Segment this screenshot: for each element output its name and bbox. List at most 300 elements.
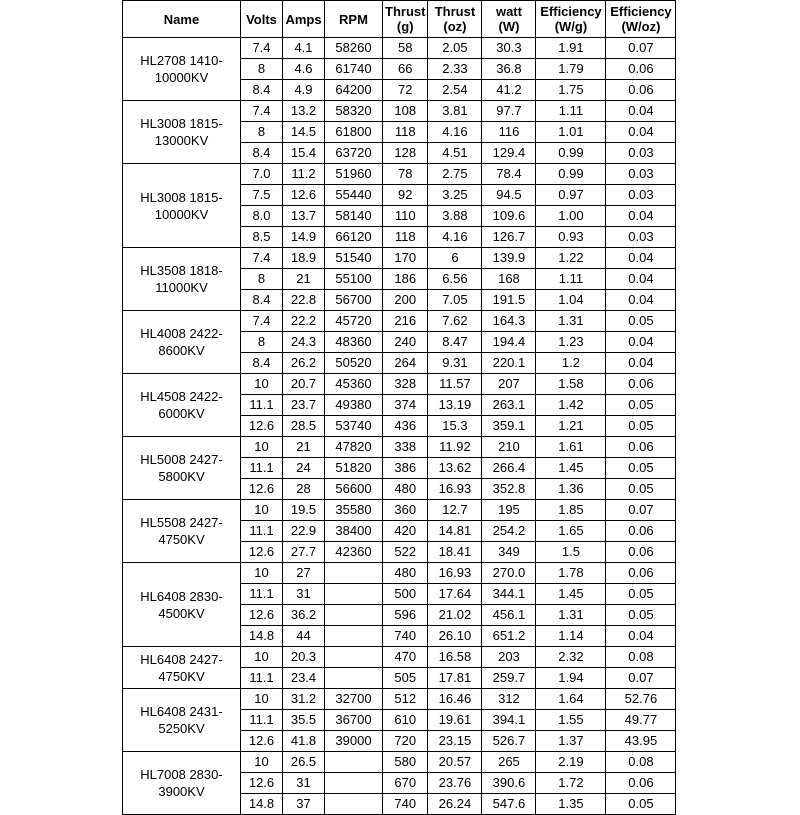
volts-cell: 12.6 [241,731,283,752]
volts-cell: 12.6 [241,773,283,794]
volts-cell: 10 [241,647,283,668]
volts-cell: 14.8 [241,626,283,647]
thrust-oz-cell: 3.88 [428,206,482,227]
efficiency-w-oz-cell: 0.04 [606,290,676,311]
volts-cell: 7.5 [241,185,283,206]
efficiency-w-g-cell: 1.85 [536,500,606,521]
watt-cell: 139.9 [482,248,536,269]
volts-cell: 10 [241,752,283,773]
rpm-cell [325,752,383,773]
rpm-cell: 58140 [325,206,383,227]
amps-cell: 36.2 [283,605,325,626]
thrust-g-cell: 58 [383,38,428,59]
thrust-g-cell: 240 [383,332,428,353]
efficiency-w-oz-cell: 0.05 [606,794,676,815]
thrust-g-cell: 522 [383,542,428,563]
efficiency-w-g-cell: 1.58 [536,374,606,395]
amps-cell: 37 [283,794,325,815]
efficiency-w-oz-cell: 0.04 [606,353,676,374]
efficiency-w-oz-cell: 0.04 [606,626,676,647]
volts-cell: 11.1 [241,710,283,731]
thrust-oz-cell: 4.16 [428,227,482,248]
efficiency-w-g-cell: 1.37 [536,731,606,752]
watt-cell: 312 [482,689,536,710]
efficiency-w-oz-cell: 0.03 [606,227,676,248]
efficiency-w-oz-cell: 0.07 [606,500,676,521]
efficiency-w-oz-cell: 0.06 [606,773,676,794]
efficiency-w-oz-cell: 0.03 [606,164,676,185]
header-watt: watt (W) [482,1,536,38]
header-efficiency-w-g: Efficiency (W/g) [536,1,606,38]
efficiency-w-oz-cell: 0.06 [606,374,676,395]
table-row [123,38,676,59]
thrust-g-cell: 740 [383,626,428,647]
efficiency-w-oz-cell: 0.04 [606,122,676,143]
efficiency-w-g-cell: 1.22 [536,248,606,269]
volts-cell: 8 [241,269,283,290]
efficiency-w-g-cell: 0.99 [536,164,606,185]
motor-name-cell: HL4508 2422-6000KV [123,374,241,437]
rpm-cell: 39000 [325,731,383,752]
amps-cell: 21 [283,269,325,290]
rpm-cell [325,605,383,626]
rpm-cell: 53740 [325,416,383,437]
amps-cell: 13.2 [283,101,325,122]
thrust-g-cell: 505 [383,668,428,689]
rpm-cell [325,626,383,647]
rpm-cell: 56600 [325,479,383,500]
rpm-cell: 56700 [325,290,383,311]
thrust-oz-cell: 3.81 [428,101,482,122]
volts-cell: 11.1 [241,584,283,605]
volts-cell: 11.1 [241,521,283,542]
efficiency-w-g-cell: 1.2 [536,353,606,374]
watt-cell: 394.1 [482,710,536,731]
thrust-g-cell: 670 [383,773,428,794]
efficiency-w-oz-cell: 0.08 [606,647,676,668]
motor-name-cell: HL4008 2422-8600KV [123,311,241,374]
watt-cell: 116 [482,122,536,143]
thrust-oz-cell: 6 [428,248,482,269]
thrust-oz-cell: 20.57 [428,752,482,773]
efficiency-w-oz-cell: 0.03 [606,143,676,164]
motor-spec-table [122,0,676,815]
efficiency-w-g-cell: 1.14 [536,626,606,647]
thrust-oz-cell: 9.31 [428,353,482,374]
rpm-cell: 55440 [325,185,383,206]
amps-cell: 4.9 [283,80,325,101]
thrust-g-cell: 72 [383,80,428,101]
amps-cell: 31.2 [283,689,325,710]
watt-cell: 207 [482,374,536,395]
volts-cell: 7.4 [241,38,283,59]
volts-cell: 12.6 [241,605,283,626]
header-row [123,1,676,38]
volts-cell: 10 [241,689,283,710]
amps-cell: 41.8 [283,731,325,752]
efficiency-w-g-cell: 0.97 [536,185,606,206]
efficiency-w-g-cell: 1.55 [536,710,606,731]
volts-cell: 8.4 [241,353,283,374]
thrust-oz-cell: 7.62 [428,311,482,332]
thrust-g-cell: 512 [383,689,428,710]
rpm-cell [325,794,383,815]
thrust-g-cell: 740 [383,794,428,815]
thrust-oz-cell: 26.10 [428,626,482,647]
watt-cell: 344.1 [482,584,536,605]
rpm-cell [325,647,383,668]
rpm-cell: 61800 [325,122,383,143]
efficiency-w-oz-cell: 0.06 [606,521,676,542]
efficiency-w-oz-cell: 0.05 [606,584,676,605]
efficiency-w-g-cell: 1.21 [536,416,606,437]
thrust-g-cell: 360 [383,500,428,521]
thrust-oz-cell: 21.02 [428,605,482,626]
thrust-oz-cell: 13.19 [428,395,482,416]
volts-cell: 12.6 [241,416,283,437]
thrust-oz-cell: 17.81 [428,668,482,689]
amps-cell: 27 [283,563,325,584]
volts-cell: 8 [241,122,283,143]
table-body [123,38,676,815]
thrust-oz-cell: 17.64 [428,584,482,605]
motor-name-cell: HL3508 1818-11000KV [123,248,241,311]
watt-cell: 94.5 [482,185,536,206]
thrust-g-cell: 92 [383,185,428,206]
thrust-g-cell: 596 [383,605,428,626]
volts-cell: 8.4 [241,290,283,311]
amps-cell: 21 [283,437,325,458]
efficiency-w-g-cell: 1.01 [536,122,606,143]
efficiency-w-g-cell: 1.45 [536,584,606,605]
header-thrust-oz: Thrust (oz) [428,1,482,38]
efficiency-w-g-cell: 1.72 [536,773,606,794]
watt-cell: 129.4 [482,143,536,164]
amps-cell: 14.9 [283,227,325,248]
motor-name-cell: HL2708 1410-10000KV [123,38,241,101]
thrust-g-cell: 386 [383,458,428,479]
thrust-oz-cell: 4.51 [428,143,482,164]
thrust-g-cell: 420 [383,521,428,542]
efficiency-w-g-cell: 1.75 [536,80,606,101]
efficiency-w-oz-cell: 0.06 [606,59,676,80]
thrust-g-cell: 338 [383,437,428,458]
watt-cell: 109.6 [482,206,536,227]
thrust-g-cell: 128 [383,143,428,164]
rpm-cell [325,773,383,794]
thrust-oz-cell: 3.25 [428,185,482,206]
thrust-g-cell: 66 [383,59,428,80]
volts-cell: 8 [241,332,283,353]
efficiency-w-oz-cell: 0.06 [606,437,676,458]
efficiency-w-g-cell: 0.93 [536,227,606,248]
thrust-g-cell: 436 [383,416,428,437]
thrust-oz-cell: 16.58 [428,647,482,668]
motor-name-cell: HL5508 2427-4750KV [123,500,241,563]
amps-cell: 14.5 [283,122,325,143]
efficiency-w-g-cell: 2.32 [536,647,606,668]
volts-cell: 7.4 [241,248,283,269]
rpm-cell: 51540 [325,248,383,269]
efficiency-w-g-cell: 1.00 [536,206,606,227]
efficiency-w-g-cell: 1.36 [536,479,606,500]
thrust-oz-cell: 2.05 [428,38,482,59]
amps-cell: 20.3 [283,647,325,668]
watt-cell: 203 [482,647,536,668]
thrust-oz-cell: 23.15 [428,731,482,752]
watt-cell: 254.2 [482,521,536,542]
thrust-g-cell: 118 [383,122,428,143]
thrust-g-cell: 110 [383,206,428,227]
amps-cell: 26.5 [283,752,325,773]
amps-cell: 23.7 [283,395,325,416]
watt-cell: 651.2 [482,626,536,647]
table-row [123,311,676,332]
efficiency-w-g-cell: 0.99 [536,143,606,164]
thrust-oz-cell: 13.62 [428,458,482,479]
thrust-oz-cell: 12.7 [428,500,482,521]
rpm-cell: 32700 [325,689,383,710]
watt-cell: 30.3 [482,38,536,59]
amps-cell: 13.7 [283,206,325,227]
amps-cell: 28 [283,479,325,500]
amps-cell: 28.5 [283,416,325,437]
thrust-oz-cell: 2.75 [428,164,482,185]
efficiency-w-oz-cell: 0.08 [606,752,676,773]
efficiency-w-g-cell: 1.31 [536,605,606,626]
table-row [123,500,676,521]
efficiency-w-oz-cell: 0.03 [606,185,676,206]
amps-cell: 12.6 [283,185,325,206]
thrust-g-cell: 580 [383,752,428,773]
amps-cell: 23.4 [283,668,325,689]
thrust-oz-cell: 16.46 [428,689,482,710]
thrust-g-cell: 328 [383,374,428,395]
volts-cell: 7.4 [241,101,283,122]
rpm-cell: 36700 [325,710,383,731]
watt-cell: 526.7 [482,731,536,752]
motor-name-cell: HL5008 2427-5800KV [123,437,241,500]
watt-cell: 266.4 [482,458,536,479]
amps-cell: 44 [283,626,325,647]
watt-cell: 359.1 [482,416,536,437]
thrust-g-cell: 186 [383,269,428,290]
thrust-g-cell: 200 [383,290,428,311]
amps-cell: 22.8 [283,290,325,311]
thrust-oz-cell: 11.92 [428,437,482,458]
motor-name-cell: HL3008 1815-13000KV [123,101,241,164]
efficiency-w-g-cell: 1.11 [536,269,606,290]
amps-cell: 18.9 [283,248,325,269]
watt-cell: 195 [482,500,536,521]
thrust-g-cell: 78 [383,164,428,185]
amps-cell: 19.5 [283,500,325,521]
thrust-g-cell: 108 [383,101,428,122]
volts-cell: 10 [241,563,283,584]
watt-cell: 36.8 [482,59,536,80]
thrust-g-cell: 480 [383,479,428,500]
thrust-oz-cell: 8.47 [428,332,482,353]
thrust-g-cell: 264 [383,353,428,374]
table-row [123,437,676,458]
volts-cell: 8.5 [241,227,283,248]
watt-cell: 97.7 [482,101,536,122]
amps-cell: 4.6 [283,59,325,80]
thrust-oz-cell: 4.16 [428,122,482,143]
efficiency-w-oz-cell: 0.04 [606,332,676,353]
table-row [123,563,676,584]
volts-cell: 10 [241,500,283,521]
watt-cell: 270.0 [482,563,536,584]
rpm-cell: 49380 [325,395,383,416]
volts-cell: 8.4 [241,143,283,164]
rpm-cell: 48360 [325,332,383,353]
watt-cell: 210 [482,437,536,458]
motor-name-cell: HL6408 2830-4500KV [123,563,241,647]
header-efficiency-w-oz: Efficiency (W/oz) [606,1,676,38]
volts-cell: 12.6 [241,479,283,500]
volts-cell: 14.8 [241,794,283,815]
thrust-g-cell: 500 [383,584,428,605]
efficiency-w-oz-cell: 0.04 [606,101,676,122]
efficiency-w-oz-cell: 0.05 [606,605,676,626]
amps-cell: 31 [283,584,325,605]
thrust-oz-cell: 6.56 [428,269,482,290]
amps-cell: 24 [283,458,325,479]
amps-cell: 35.5 [283,710,325,731]
volts-cell: 8.0 [241,206,283,227]
rpm-cell: 55100 [325,269,383,290]
header-name: Name [123,1,241,38]
thrust-oz-cell: 18.41 [428,542,482,563]
rpm-cell: 47820 [325,437,383,458]
watt-cell: 390.6 [482,773,536,794]
thrust-oz-cell: 11.57 [428,374,482,395]
motor-name-cell: HL3008 1815-10000KV [123,164,241,248]
amps-cell: 27.7 [283,542,325,563]
rpm-cell: 38400 [325,521,383,542]
thrust-g-cell: 118 [383,227,428,248]
efficiency-w-oz-cell: 0.04 [606,269,676,290]
watt-cell: 259.7 [482,668,536,689]
watt-cell: 352.8 [482,479,536,500]
volts-cell: 11.1 [241,458,283,479]
rpm-cell: 35580 [325,500,383,521]
efficiency-w-g-cell: 1.04 [536,290,606,311]
thrust-g-cell: 480 [383,563,428,584]
rpm-cell: 64200 [325,80,383,101]
table-row [123,647,676,668]
efficiency-w-g-cell: 1.35 [536,794,606,815]
watt-cell: 547.6 [482,794,536,815]
amps-cell: 26.2 [283,353,325,374]
watt-cell: 349 [482,542,536,563]
efficiency-w-oz-cell: 0.07 [606,38,676,59]
volts-cell: 8.4 [241,80,283,101]
header-amps: Amps [283,1,325,38]
watt-cell: 126.7 [482,227,536,248]
table-row [123,689,676,710]
watt-cell: 164.3 [482,311,536,332]
volts-cell: 10 [241,374,283,395]
efficiency-w-g-cell: 1.64 [536,689,606,710]
efficiency-w-g-cell: 1.31 [536,311,606,332]
table-row [123,101,676,122]
efficiency-w-oz-cell: 0.04 [606,206,676,227]
thrust-g-cell: 170 [383,248,428,269]
rpm-cell: 51960 [325,164,383,185]
efficiency-w-oz-cell: 0.06 [606,563,676,584]
efficiency-w-g-cell: 1.91 [536,38,606,59]
efficiency-w-oz-cell: 0.05 [606,416,676,437]
table-row [123,164,676,185]
thrust-oz-cell: 14.81 [428,521,482,542]
watt-cell: 78.4 [482,164,536,185]
efficiency-w-g-cell: 1.42 [536,395,606,416]
table-row [123,248,676,269]
header-thrust-g: Thrust (g) [383,1,428,38]
efficiency-w-g-cell: 1.79 [536,59,606,80]
efficiency-w-oz-cell: 49.77 [606,710,676,731]
watt-cell: 456.1 [482,605,536,626]
efficiency-w-g-cell: 1.5 [536,542,606,563]
thrust-oz-cell: 26.24 [428,794,482,815]
thrust-oz-cell: 7.05 [428,290,482,311]
rpm-cell [325,668,383,689]
thrust-oz-cell: 23.76 [428,773,482,794]
efficiency-w-g-cell: 1.94 [536,668,606,689]
rpm-cell [325,584,383,605]
rpm-cell: 45720 [325,311,383,332]
efficiency-w-oz-cell: 0.05 [606,395,676,416]
volts-cell: 8 [241,59,283,80]
watt-cell: 168 [482,269,536,290]
amps-cell: 11.2 [283,164,325,185]
amps-cell: 4.1 [283,38,325,59]
thrust-g-cell: 720 [383,731,428,752]
rpm-cell: 63720 [325,143,383,164]
volts-cell: 7.0 [241,164,283,185]
rpm-cell: 50520 [325,353,383,374]
thrust-g-cell: 216 [383,311,428,332]
volts-cell: 11.1 [241,395,283,416]
efficiency-w-oz-cell: 0.05 [606,458,676,479]
thrust-oz-cell: 19.61 [428,710,482,731]
thrust-g-cell: 470 [383,647,428,668]
rpm-cell: 61740 [325,59,383,80]
watt-cell: 263.1 [482,395,536,416]
efficiency-w-oz-cell: 0.06 [606,542,676,563]
efficiency-w-oz-cell: 52.76 [606,689,676,710]
table-row [123,374,676,395]
efficiency-w-g-cell: 2.19 [536,752,606,773]
rpm-cell: 58320 [325,101,383,122]
volts-cell: 7.4 [241,311,283,332]
amps-cell: 22.2 [283,311,325,332]
efficiency-w-oz-cell: 0.07 [606,668,676,689]
motor-name-cell: HL6408 2431-5250KV [123,689,241,752]
watt-cell: 265 [482,752,536,773]
watt-cell: 194.4 [482,332,536,353]
thrust-g-cell: 610 [383,710,428,731]
header-volts: Volts [241,1,283,38]
header-rpm: RPM [325,1,383,38]
rpm-cell [325,563,383,584]
rpm-cell: 42360 [325,542,383,563]
amps-cell: 22.9 [283,521,325,542]
amps-cell: 24.3 [283,332,325,353]
thrust-oz-cell: 2.33 [428,59,482,80]
